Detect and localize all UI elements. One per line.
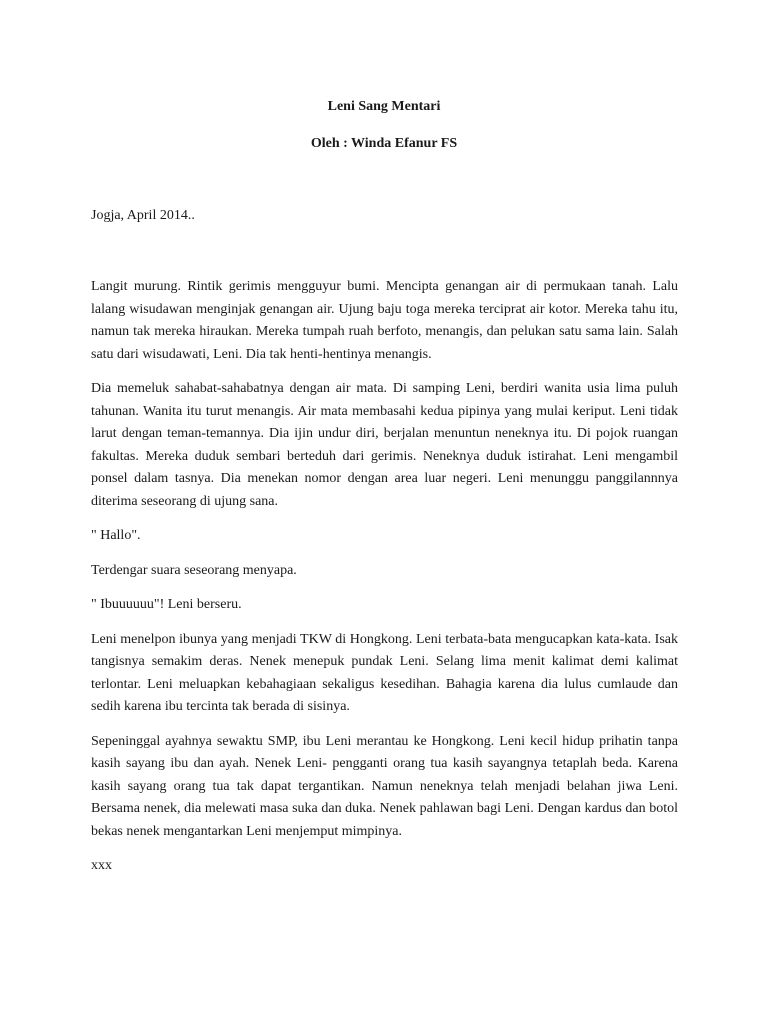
paragraph: Sepeninggal ayahnya sewaktu SMP, ibu Leni merantau ke Hongkong. Leni kecil hidup prihatin tanpa kasih sayang ibu dan ayah. Nenek Leni- pengganti orang tua kasih sayangnya tetaplah beda. Karena kasih sayang orang tua tak dapat tergantikan. Namun neneknya telah menjadi belahan jiwa Leni. Bersama nenek, dia melewati masa suka dan duka. Nenek pahlawan bagi Leni. Dengan kardus dan botol bekas nenek mengantarkan Leni menjemput mimpinya. bbox=[91, 733, 678, 839]
section-break: xxx bbox=[91, 858, 112, 873]
document-author: Oleh : Winda Efanur FS bbox=[310, 136, 458, 151]
paragraph: Leni menelpon ibunya yang menjadi TKW di Hongkong. Leni terbata-bata mengucapkan kata-kata. Isak tangisnya semakim deras. Nenek menepuk pundak Leni. Selang lima menit kalimat demi kalimat terlontar. Leni meluapkan kebahagiaan sekaligus kesedihan. Bahagia karena dia lulus cumlaude dan sedih karena ibu tercinta tak berada di sisinya. bbox=[91, 631, 678, 714]
paragraph: " Ibuuuuuu"! Leni berseru. bbox=[91, 597, 242, 612]
paragraph: Langit murung. Rintik gerimis mengguyur bumi. Mencipta genangan air di permukaan tanah. Lalu lalang wisudawan menginjak genangan air. Ujung baju toga mereka terciprat air kotor. Mereka tahu itu, namun tak mereka hiraukan. Mereka tumpah ruah berfoto, menangis, dan pelukan satu sama lain. Salah satu dari wisudawati, Leni. Dia tak henti-hentinya menangis. bbox=[91, 279, 678, 362]
story-body bbox=[91, 276, 678, 890]
paragraph: Terdengar suara seseorang menyapa. bbox=[91, 562, 297, 578]
dateline: Jogja, April 2014.. bbox=[91, 208, 195, 223]
paragraph: Dia memeluk sahabat-sahabatnya dengan air mata. Di samping Leni, berdiri wanita usia lima puluh tahunan. Wanita itu turut menangis. Air mata membasahi kedua pipinya yang mulai keriput. Leni tidak larut dengan teman-temannya. Dia ijin undur diri, berjalan menuntun neneknya itu. Di pojok ruangan fakultas. Mereka duduk sembari berteduh dari gerimis. Neneknya duduk istirahat. Leni mengambil ponsel dalam tasnya. Dia menekan nomor dengan area luar negeri. Leni menunggu panggilannnya diterima seseorang di ujung sana. bbox=[91, 381, 678, 509]
document-title: Leni Sang Mentari bbox=[327, 99, 441, 114]
paragraph: " Hallo". bbox=[91, 528, 141, 543]
